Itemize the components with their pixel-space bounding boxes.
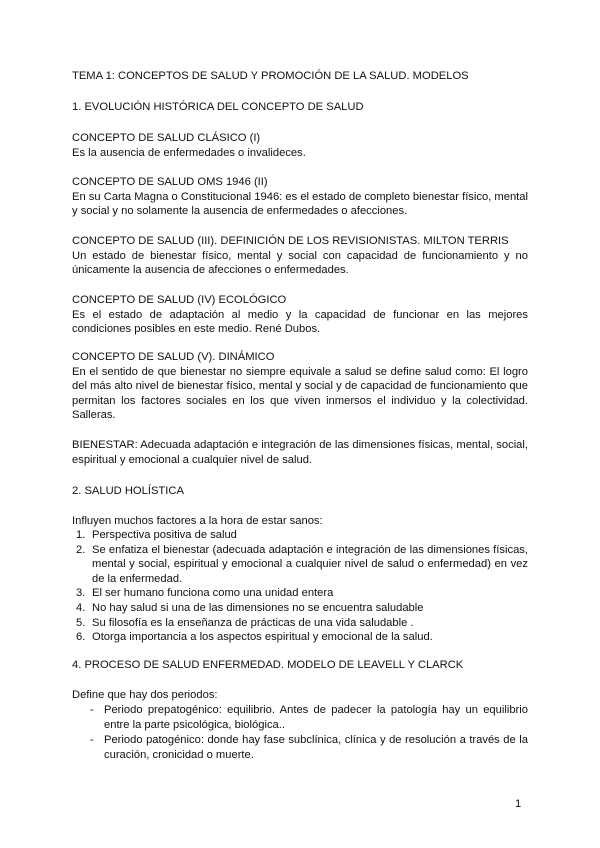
holistic-list bbox=[72, 528, 528, 645]
concept-heading: CONCEPTO DE SALUD OMS 1946 (II) bbox=[72, 176, 268, 188]
concept-heading: CONCEPTO DE SALUD (V). DINÁMICO bbox=[72, 351, 275, 363]
concept-text: Es el estado de adaptación al medio y la capacidad de funcionar en las mejores condiciones posibles en este medio. René Dubos. bbox=[72, 308, 528, 336]
section2-heading: 2. SALUD HOLÍSTICA bbox=[72, 485, 184, 497]
list-item: 2. Se enfatiza el bienestar (adecuada adaptación e integración de las dimensiones físicas, mental y social, espiritual y emocional a cualquier nivel de salud o enfermedad) en vez de la enfermedad. bbox=[76, 543, 528, 585]
concept-text: Un estado de bienestar físico, mental y social con capacidad de funcionamiento y no únicamente la ausencia de afecciones o enfermedades. bbox=[72, 249, 528, 277]
periods-list bbox=[72, 703, 528, 763]
section4-heading: 4. PROCESO DE SALUD ENFERMEDAD. MODELO DE LEAVELL Y CLARCK bbox=[72, 659, 464, 671]
list-item: 5. Su filosofía es la enseñanza de prácticas de una vida saludable . bbox=[76, 616, 414, 629]
list-item: 6. Otorga importancia a los aspectos espiritual y emocional de la salud. bbox=[76, 631, 433, 644]
concept-dynamic bbox=[72, 350, 528, 423]
section1-heading: 1. EVOLUCIÓN HISTÓRICA DEL CONCEPTO DE SALUD bbox=[72, 101, 364, 113]
concept-classic bbox=[72, 131, 528, 160]
section4-intro: Define que hay dos periodos: bbox=[72, 689, 218, 701]
concept-text: En el sentido de que bienestar no siempre equivale a salud se define salud como: El logro del más alto nivel de bienestar físico, mental y social y de capacidad de funcionamiento que permitan los factores sociales en los que viven inmersos el individuo y la colectividad. Salleras. bbox=[72, 365, 528, 422]
concept-text: Es la ausencia de enfermedades o invalideces. bbox=[72, 146, 306, 159]
document-title: TEMA 1: CONCEPTOS DE SALUD Y PROMOCIÓN DE LA SALUD. MODELOS bbox=[72, 70, 469, 82]
page-number: 1 bbox=[515, 798, 522, 810]
list-item: - Periodo patogénico: donde hay fase subclínica, clínica y de resolución a través de la curación, cronicidad o muerte. bbox=[90, 734, 528, 761]
concept-heading: CONCEPTO DE SALUD CLÁSICO (I) bbox=[72, 132, 261, 144]
concept-oms bbox=[72, 175, 528, 219]
list-item: - Periodo prepatogénico: equilibrio. Antes de padecer la patología hay un equilibrio entre la parte psicológica, biológica.. bbox=[90, 704, 528, 731]
bienestar-definition: BIENESTAR: Adecuada adaptación e integración de las dimensiones físicas, mental, social, espiritual y emocional a cualquier nivel de salud. bbox=[72, 439, 528, 466]
list-item: 1. Perspectiva positiva de salud bbox=[76, 529, 237, 541]
concept-ecological bbox=[72, 293, 528, 337]
concept-revisionists bbox=[72, 234, 528, 278]
section2-intro: Influyen muchos factores a la hora de estar sanos: bbox=[72, 515, 323, 527]
concept-heading: CONCEPTO DE SALUD (III). DEFINICIÓN DE LOS REVISIONISTAS. MILTON TERRIS bbox=[72, 235, 509, 247]
concept-heading: CONCEPTO DE SALUD (IV) ECOLÓGICO bbox=[72, 294, 287, 306]
list-item: 4. No hay salud si una de las dimensiones no se encuentra saludable bbox=[76, 601, 424, 614]
concept-text: En su Carta Magna o Constitucional 1946: es el estado de completo bienestar físico, mental y social y no solamente la ausencia de enfermedades o afecciones. bbox=[72, 190, 528, 218]
list-item: 3. El ser humano funciona como una unidad entera bbox=[76, 587, 334, 600]
